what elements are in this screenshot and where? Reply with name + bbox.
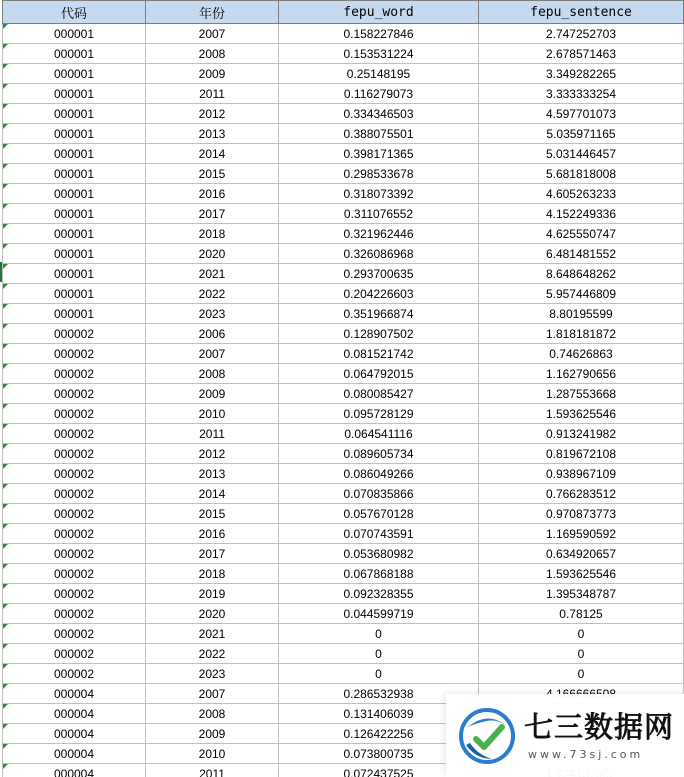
table-row <box>3 64 684 84</box>
cell-year[interactable]: 2022 <box>146 284 279 304</box>
table-row <box>3 264 684 284</box>
cell-fepu-word[interactable]: 0.070743591 <box>279 524 479 544</box>
cell-fepu-word[interactable]: 0 <box>279 664 479 684</box>
cell-code[interactable]: 000004 <box>3 724 146 744</box>
cell-code[interactable]: 000001 <box>3 184 146 204</box>
cell-code[interactable]: 000001 <box>3 144 146 164</box>
cell-year[interactable]: 2009 <box>146 724 279 744</box>
watermark-url: www.73sj.com <box>528 748 644 761</box>
cell-fepu-word[interactable]: 0.153531224 <box>279 44 479 64</box>
cell-code[interactable]: 000002 <box>3 664 146 684</box>
cell-fepu-word[interactable]: 0.095728129 <box>279 404 479 424</box>
table-row <box>3 244 684 264</box>
table-row <box>3 124 684 144</box>
cell-fepu-sentence[interactable]: 5.681818008 <box>479 164 684 184</box>
cell-fepu-word[interactable]: 0.057670128 <box>279 504 479 524</box>
cell-fepu-sentence[interactable]: 8.80195599 <box>479 304 684 324</box>
cell-year[interactable]: 2017 <box>146 204 279 224</box>
cell-year[interactable]: 2016 <box>146 524 279 544</box>
cell-fepu-word[interactable]: 0.318073392 <box>279 184 479 204</box>
table-row <box>3 364 684 384</box>
column-header-fepu-sentence[interactable]: fepu_sentence <box>479 1 684 24</box>
cell-code[interactable]: 000002 <box>3 624 146 644</box>
cell-fepu-word[interactable]: 0.298533678 <box>279 164 479 184</box>
cell-fepu-sentence[interactable]: 0.938967109 <box>479 464 684 484</box>
cell-fepu-sentence[interactable]: 0 <box>479 624 684 644</box>
cell-fepu-sentence[interactable]: 1.818181872 <box>479 324 684 344</box>
cell-fepu-sentence[interactable]: 8.648648262 <box>479 264 684 284</box>
cell-year[interactable]: 2012 <box>146 444 279 464</box>
cell-code[interactable]: 000002 <box>3 644 146 664</box>
cell-fepu-word[interactable]: 0 <box>279 624 479 644</box>
table-row <box>3 224 684 244</box>
cell-code[interactable]: 000002 <box>3 544 146 564</box>
cell-fepu-sentence[interactable]: 0.766283512 <box>479 484 684 504</box>
cell-fepu-sentence[interactable]: 2.678571463 <box>479 44 684 64</box>
cell-code[interactable]: 000004 <box>3 744 146 764</box>
cell-year[interactable]: 2007 <box>146 344 279 364</box>
cell-code[interactable]: 000002 <box>3 604 146 624</box>
cell-fepu-sentence[interactable]: 5.035971165 <box>479 124 684 144</box>
cell-fepu-word[interactable]: 0.388075501 <box>279 124 479 144</box>
cell-fepu-word[interactable]: 0.204226603 <box>279 284 479 304</box>
cell-code[interactable]: 000001 <box>3 264 146 284</box>
cell-fepu-word[interactable]: 0 <box>279 644 479 664</box>
cell-code[interactable]: 000001 <box>3 304 146 324</box>
table-row <box>3 304 684 324</box>
cell-year[interactable]: 2015 <box>146 504 279 524</box>
cell-fepu-word[interactable]: 0.081521742 <box>279 344 479 364</box>
cell-code[interactable]: 000001 <box>3 44 146 64</box>
73sj-logo-icon <box>456 705 518 767</box>
cell-code[interactable]: 000002 <box>3 404 146 424</box>
cell-fepu-sentence[interactable]: 6.481481552 <box>479 244 684 264</box>
cell-year[interactable]: 2013 <box>146 464 279 484</box>
cell-fepu-sentence[interactable]: 1.169590592 <box>479 524 684 544</box>
cell-fepu-word[interactable]: 0.086049266 <box>279 464 479 484</box>
cell-year[interactable]: 2021 <box>146 264 279 284</box>
cell-year[interactable]: 2022 <box>146 644 279 664</box>
cell-year[interactable]: 2008 <box>146 44 279 64</box>
table-row <box>3 444 684 464</box>
cell-year[interactable]: 2014 <box>146 144 279 164</box>
table-body <box>3 24 684 777</box>
cell-fepu-word[interactable]: 0.126422256 <box>279 724 479 744</box>
cell-fepu-word[interactable]: 0.089605734 <box>279 444 479 464</box>
table-row <box>3 424 684 444</box>
cell-fepu-sentence[interactable]: 0.970873773 <box>479 504 684 524</box>
cell-code[interactable]: 000001 <box>3 24 146 44</box>
cell-fepu-sentence[interactable]: 0 <box>479 644 684 664</box>
table-row <box>3 624 684 644</box>
cell-fepu-word[interactable]: 0.080085427 <box>279 384 479 404</box>
cell-year[interactable]: 2020 <box>146 604 279 624</box>
cell-year[interactable]: 2010 <box>146 744 279 764</box>
table-row <box>3 584 684 604</box>
cell-fepu-sentence[interactable]: 4.152249336 <box>479 204 684 224</box>
cell-year[interactable]: 2018 <box>146 224 279 244</box>
cell-fepu-sentence[interactable]: 0.819672108 <box>479 444 684 464</box>
cell-code[interactable]: 000001 <box>3 244 146 264</box>
cell-fepu-word[interactable]: 0.398171365 <box>279 144 479 164</box>
table-row <box>3 184 684 204</box>
cell-fepu-sentence[interactable]: 5.031446457 <box>479 144 684 164</box>
cell-code[interactable]: 000002 <box>3 364 146 384</box>
cell-fepu-sentence[interactable]: 3.333333254 <box>479 84 684 104</box>
cell-code[interactable]: 000004 <box>3 704 146 724</box>
cell-year[interactable]: 2008 <box>146 364 279 384</box>
cell-fepu-word[interactable]: 0.286532938 <box>279 684 479 704</box>
cell-fepu-sentence[interactable]: 0.634920657 <box>479 544 684 564</box>
cell-year[interactable]: 2019 <box>146 584 279 604</box>
cell-code[interactable]: 000002 <box>3 564 146 584</box>
cell-fepu-sentence[interactable]: 3.349282265 <box>479 64 684 84</box>
cell-code[interactable]: 000002 <box>3 484 146 504</box>
cell-code[interactable]: 000001 <box>3 104 146 124</box>
cell-year[interactable]: 2008 <box>146 704 279 724</box>
cell-code[interactable]: 000001 <box>3 284 146 304</box>
data-table <box>2 0 684 777</box>
cell-year[interactable]: 2020 <box>146 244 279 264</box>
cell-code[interactable]: 000002 <box>3 524 146 544</box>
cell-code[interactable]: 000002 <box>3 324 146 344</box>
table-row <box>3 84 684 104</box>
table-row <box>3 484 684 504</box>
cell-fepu-sentence[interactable]: 0.78125 <box>479 604 684 624</box>
cell-year[interactable]: 2013 <box>146 124 279 144</box>
cell-code[interactable]: 000001 <box>3 84 146 104</box>
cell-code[interactable]: 000002 <box>3 344 146 364</box>
cell-fepu-word[interactable]: 0.044599719 <box>279 604 479 624</box>
cell-fepu-word[interactable]: 0.053680982 <box>279 544 479 564</box>
cell-fepu-word[interactable]: 0.128907502 <box>279 324 479 344</box>
table-row <box>3 164 684 184</box>
table-row <box>3 104 684 124</box>
cell-fepu-sentence[interactable]: 4.597701073 <box>479 104 684 124</box>
cell-fepu-word[interactable]: 0.070835866 <box>279 484 479 504</box>
watermark-overlay <box>446 694 684 777</box>
cell-fepu-sentence[interactable]: 1.162790656 <box>479 364 684 384</box>
table-row <box>3 604 684 624</box>
table-row <box>3 24 684 44</box>
cell-year[interactable]: 2023 <box>146 304 279 324</box>
cell-year[interactable]: 2009 <box>146 384 279 404</box>
cell-year[interactable]: 2010 <box>146 404 279 424</box>
column-header-year[interactable]: 年份 <box>146 1 279 24</box>
cell-year[interactable]: 2015 <box>146 164 279 184</box>
table-row <box>3 664 684 684</box>
cell-year[interactable]: 2016 <box>146 184 279 204</box>
cell-fepu-word[interactable]: 0.158227846 <box>279 24 479 44</box>
table-row <box>3 44 684 64</box>
cell-fepu-word[interactable]: 0.351966874 <box>279 304 479 324</box>
cell-year[interactable]: 2018 <box>146 564 279 584</box>
cell-year[interactable]: 2014 <box>146 484 279 504</box>
cell-year[interactable]: 2009 <box>146 64 279 84</box>
cell-year[interactable]: 2011 <box>146 764 279 777</box>
cell-fepu-word[interactable]: 0.064792015 <box>279 364 479 384</box>
table-row <box>3 504 684 524</box>
cell-code[interactable]: 000001 <box>3 164 146 184</box>
table-row <box>3 144 684 164</box>
cell-code[interactable]: 000002 <box>3 424 146 444</box>
cell-year[interactable]: 2017 <box>146 544 279 564</box>
cell-fepu-sentence[interactable]: 5.957446809 <box>479 284 684 304</box>
cell-fepu-word[interactable]: 0.131406039 <box>279 704 479 724</box>
cell-code[interactable]: 000002 <box>3 384 146 404</box>
cell-year[interactable]: 2012 <box>146 104 279 124</box>
cell-year[interactable]: 2006 <box>146 324 279 344</box>
cell-fepu-word[interactable]: 0.311076552 <box>279 204 479 224</box>
cell-fepu-sentence[interactable]: 2.747252703 <box>479 24 684 44</box>
cell-fepu-word[interactable]: 0.326086968 <box>279 244 479 264</box>
cell-fepu-word[interactable]: 0.25148195 <box>279 64 479 84</box>
cell-fepu-sentence[interactable]: 0.913241982 <box>479 424 684 444</box>
cell-fepu-word[interactable]: 0.116279073 <box>279 84 479 104</box>
cell-fepu-sentence[interactable]: 0.74626863 <box>479 344 684 364</box>
cell-year[interactable]: 2023 <box>146 664 279 684</box>
header-row <box>3 1 684 24</box>
cell-fepu-word[interactable]: 0.334346503 <box>279 104 479 124</box>
table-row <box>3 344 684 364</box>
table-row <box>3 524 684 544</box>
table-row <box>3 284 684 304</box>
column-header-code[interactable]: 代码 <box>3 1 146 24</box>
cell-code[interactable]: 000001 <box>3 124 146 144</box>
cell-fepu-sentence[interactable]: 1.395348787 <box>479 584 684 604</box>
table-row <box>3 644 684 664</box>
cell-code[interactable]: 000001 <box>3 224 146 244</box>
cell-code[interactable]: 000002 <box>3 504 146 524</box>
table-row <box>3 544 684 564</box>
cell-fepu-sentence[interactable]: 1.593625546 <box>479 404 684 424</box>
cell-fepu-sentence[interactable]: 0 <box>479 664 684 684</box>
cell-code[interactable]: 000002 <box>3 464 146 484</box>
cell-year[interactable]: 2007 <box>146 24 279 44</box>
table-row <box>3 404 684 424</box>
cell-code[interactable]: 000004 <box>3 764 146 777</box>
watermark-brand: 七三数据网 <box>524 710 675 744</box>
cell-code[interactable]: 000002 <box>3 444 146 464</box>
cell-year[interactable]: 2011 <box>146 84 279 104</box>
cell-year[interactable]: 2021 <box>146 624 279 644</box>
cell-code[interactable]: 000001 <box>3 204 146 224</box>
cell-fepu-word[interactable]: 0.067868188 <box>279 564 479 584</box>
cell-fepu-sentence[interactable]: 4.605263233 <box>479 184 684 204</box>
cell-code[interactable]: 000002 <box>3 584 146 604</box>
cell-fepu-sentence[interactable]: 4.625550747 <box>479 224 684 244</box>
column-header-fepu-word[interactable]: fepu_word <box>279 1 479 24</box>
table-row <box>3 204 684 224</box>
cell-year[interactable]: 2011 <box>146 424 279 444</box>
table-row <box>3 564 684 584</box>
cell-fepu-word[interactable]: 0.321962446 <box>279 224 479 244</box>
cell-fepu-word[interactable]: 0.064541116 <box>279 424 479 444</box>
cell-code[interactable]: 000004 <box>3 684 146 704</box>
cell-fepu-word[interactable]: 0.072437525 <box>279 764 479 777</box>
cell-fepu-word[interactable]: 0.293700635 <box>279 264 479 284</box>
cell-fepu-word[interactable]: 0.092328355 <box>279 584 479 604</box>
table-row <box>3 464 684 484</box>
cell-year[interactable]: 2007 <box>146 684 279 704</box>
table-row <box>3 324 684 344</box>
table-row <box>3 384 684 404</box>
cell-fepu-word[interactable]: 0.073800735 <box>279 744 479 764</box>
cell-fepu-sentence[interactable]: 1.593625546 <box>479 564 684 584</box>
cell-code[interactable]: 000001 <box>3 64 146 84</box>
cell-fepu-sentence[interactable]: 1.287553668 <box>479 384 684 404</box>
